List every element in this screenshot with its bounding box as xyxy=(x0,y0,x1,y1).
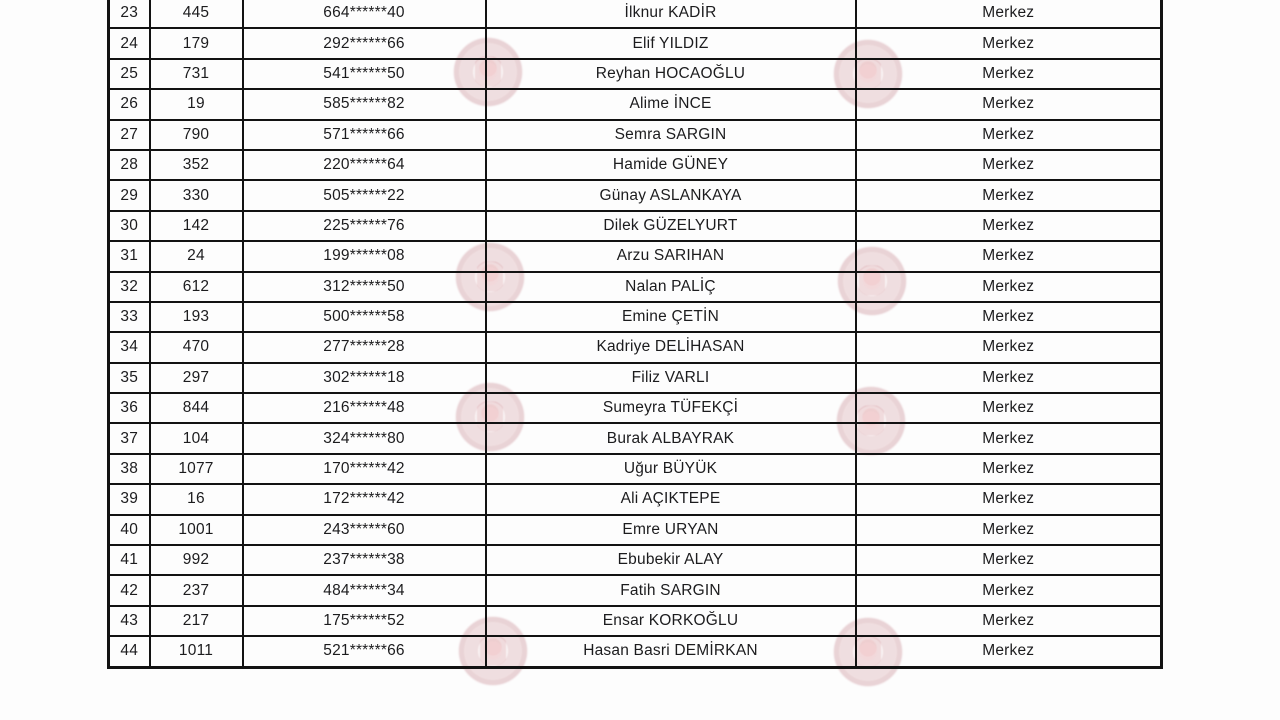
district-cell: Merkez xyxy=(856,0,1162,28)
district-cell: Merkez xyxy=(856,272,1162,302)
name-cell: Dilek GÜZELYURT xyxy=(486,211,856,241)
queue-number-cell: 1001 xyxy=(150,515,243,545)
name-cell: Uğur BÜYÜK xyxy=(486,454,856,484)
row-number-cell: 43 xyxy=(109,606,150,636)
row-number-cell: 38 xyxy=(109,454,150,484)
table-row xyxy=(109,28,1162,58)
district-cell: Merkez xyxy=(856,89,1162,119)
table-row xyxy=(109,636,1162,667)
masked-id-cell: 302******18 xyxy=(243,363,486,393)
table-row xyxy=(109,150,1162,180)
table-row xyxy=(109,423,1162,453)
queue-number-cell: 179 xyxy=(150,28,243,58)
district-cell: Merkez xyxy=(856,332,1162,362)
name-cell: Alime İNCE xyxy=(486,89,856,119)
masked-id-cell: 312******50 xyxy=(243,272,486,302)
district-cell: Merkez xyxy=(856,302,1162,332)
row-number-cell: 44 xyxy=(109,636,150,667)
district-cell: Merkez xyxy=(856,363,1162,393)
queue-number-cell: 445 xyxy=(150,0,243,28)
masked-id-cell: 172******42 xyxy=(243,484,486,514)
row-number-cell: 40 xyxy=(109,515,150,545)
masked-id-cell: 484******34 xyxy=(243,575,486,605)
queue-number-cell: 612 xyxy=(150,272,243,302)
masked-id-cell: 216******48 xyxy=(243,393,486,423)
name-cell: Hamide GÜNEY xyxy=(486,150,856,180)
name-cell: Reyhan HOCAOĞLU xyxy=(486,59,856,89)
masked-id-cell: 521******66 xyxy=(243,636,486,667)
row-number-cell: 39 xyxy=(109,484,150,514)
table-row xyxy=(109,59,1162,89)
district-cell: Merkez xyxy=(856,515,1162,545)
queue-number-cell: 992 xyxy=(150,545,243,575)
row-number-cell: 24 xyxy=(109,28,150,58)
queue-number-cell: 217 xyxy=(150,606,243,636)
queue-number-cell: 844 xyxy=(150,393,243,423)
masked-id-cell: 500******58 xyxy=(243,302,486,332)
masked-id-cell: 199******08 xyxy=(243,241,486,271)
table-row xyxy=(109,332,1162,362)
roster-table-container xyxy=(107,0,1160,669)
name-cell: Kadriye DELİHASAN xyxy=(486,332,856,362)
queue-number-cell: 790 xyxy=(150,120,243,150)
district-cell: Merkez xyxy=(856,484,1162,514)
name-cell: Arzu SARIHAN xyxy=(486,241,856,271)
row-number-cell: 23 xyxy=(109,0,150,28)
name-cell: Elif YILDIZ xyxy=(486,28,856,58)
row-number-cell: 25 xyxy=(109,59,150,89)
queue-number-cell: 330 xyxy=(150,180,243,210)
district-cell: Merkez xyxy=(856,120,1162,150)
table-row xyxy=(109,515,1162,545)
roster-table-body xyxy=(109,0,1162,667)
row-number-cell: 42 xyxy=(109,575,150,605)
row-number-cell: 33 xyxy=(109,302,150,332)
name-cell: İlknur KADİR xyxy=(486,0,856,28)
name-cell: Ensar KORKOĞLU xyxy=(486,606,856,636)
masked-id-cell: 175******52 xyxy=(243,606,486,636)
row-number-cell: 34 xyxy=(109,332,150,362)
row-number-cell: 31 xyxy=(109,241,150,271)
district-cell: Merkez xyxy=(856,28,1162,58)
name-cell: Emre URYAN xyxy=(486,515,856,545)
masked-id-cell: 292******66 xyxy=(243,28,486,58)
masked-id-cell: 277******28 xyxy=(243,332,486,362)
row-number-cell: 27 xyxy=(109,120,150,150)
district-cell: Merkez xyxy=(856,150,1162,180)
table-row xyxy=(109,180,1162,210)
district-cell: Merkez xyxy=(856,241,1162,271)
district-cell: Merkez xyxy=(856,393,1162,423)
masked-id-cell: 237******38 xyxy=(243,545,486,575)
district-cell: Merkez xyxy=(856,211,1162,241)
queue-number-cell: 297 xyxy=(150,363,243,393)
queue-number-cell: 24 xyxy=(150,241,243,271)
roster-table xyxy=(107,0,1163,669)
table-row xyxy=(109,606,1162,636)
name-cell: Fatih SARGIN xyxy=(486,575,856,605)
name-cell: Nalan PALİÇ xyxy=(486,272,856,302)
row-number-cell: 36 xyxy=(109,393,150,423)
queue-number-cell: 104 xyxy=(150,423,243,453)
district-cell: Merkez xyxy=(856,423,1162,453)
masked-id-cell: 585******82 xyxy=(243,89,486,119)
district-cell: Merkez xyxy=(856,636,1162,667)
queue-number-cell: 470 xyxy=(150,332,243,362)
name-cell: Ali AÇIKTEPE xyxy=(486,484,856,514)
queue-number-cell: 352 xyxy=(150,150,243,180)
queue-number-cell: 193 xyxy=(150,302,243,332)
row-number-cell: 30 xyxy=(109,211,150,241)
name-cell: Sumeyra TÜFEKÇİ xyxy=(486,393,856,423)
table-row xyxy=(109,0,1162,28)
queue-number-cell: 731 xyxy=(150,59,243,89)
table-row xyxy=(109,241,1162,271)
masked-id-cell: 541******50 xyxy=(243,59,486,89)
table-row xyxy=(109,89,1162,119)
name-cell: Filiz VARLI xyxy=(486,363,856,393)
district-cell: Merkez xyxy=(856,180,1162,210)
table-row xyxy=(109,454,1162,484)
queue-number-cell: 19 xyxy=(150,89,243,119)
table-row xyxy=(109,272,1162,302)
table-row xyxy=(109,545,1162,575)
masked-id-cell: 505******22 xyxy=(243,180,486,210)
masked-id-cell: 243******60 xyxy=(243,515,486,545)
masked-id-cell: 220******64 xyxy=(243,150,486,180)
row-number-cell: 35 xyxy=(109,363,150,393)
row-number-cell: 32 xyxy=(109,272,150,302)
queue-number-cell: 16 xyxy=(150,484,243,514)
queue-number-cell: 1011 xyxy=(150,636,243,667)
row-number-cell: 37 xyxy=(109,423,150,453)
row-number-cell: 26 xyxy=(109,89,150,119)
district-cell: Merkez xyxy=(856,545,1162,575)
name-cell: Burak ALBAYRAK xyxy=(486,423,856,453)
masked-id-cell: 571******66 xyxy=(243,120,486,150)
table-row xyxy=(109,575,1162,605)
district-cell: Merkez xyxy=(856,454,1162,484)
masked-id-cell: 225******76 xyxy=(243,211,486,241)
table-row xyxy=(109,302,1162,332)
name-cell: Semra SARGIN xyxy=(486,120,856,150)
table-row xyxy=(109,363,1162,393)
queue-number-cell: 1077 xyxy=(150,454,243,484)
district-cell: Merkez xyxy=(856,606,1162,636)
masked-id-cell: 170******42 xyxy=(243,454,486,484)
district-cell: Merkez xyxy=(856,59,1162,89)
name-cell: Emine ÇETİN xyxy=(486,302,856,332)
row-number-cell: 29 xyxy=(109,180,150,210)
table-row xyxy=(109,120,1162,150)
row-number-cell: 28 xyxy=(109,150,150,180)
queue-number-cell: 142 xyxy=(150,211,243,241)
table-row xyxy=(109,211,1162,241)
table-row xyxy=(109,484,1162,514)
queue-number-cell: 237 xyxy=(150,575,243,605)
masked-id-cell: 664******40 xyxy=(243,0,486,28)
row-number-cell: 41 xyxy=(109,545,150,575)
masked-id-cell: 324******80 xyxy=(243,423,486,453)
name-cell: Günay ASLANKAYA xyxy=(486,180,856,210)
name-cell: Ebubekir ALAY xyxy=(486,545,856,575)
name-cell: Hasan Basri DEMİRKAN xyxy=(486,636,856,667)
table-row xyxy=(109,393,1162,423)
district-cell: Merkez xyxy=(856,575,1162,605)
